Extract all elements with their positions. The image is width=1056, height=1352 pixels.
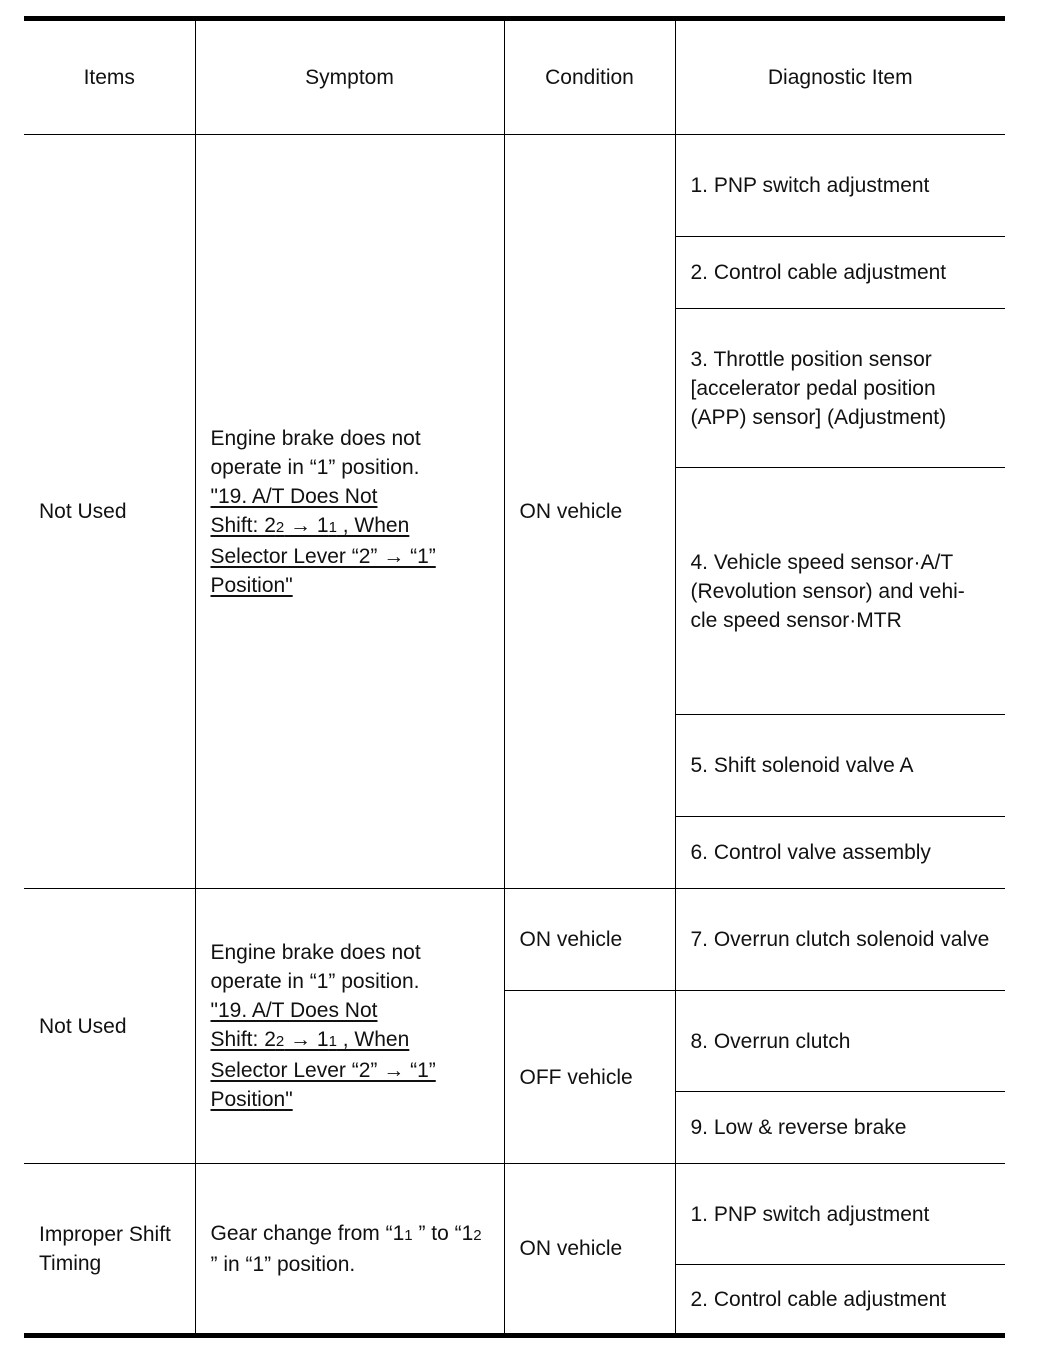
symptom-text: ” in “1” position. xyxy=(210,1252,356,1276)
symptom-sub: 1 xyxy=(404,1226,413,1244)
reference-link[interactable] xyxy=(211,996,490,1114)
ref-line: Selector Lever “2” → “1” xyxy=(210,544,436,568)
ref-line: → 1 xyxy=(284,1028,329,1051)
ref-line: → 1 xyxy=(284,513,329,537)
diagnostic-table xyxy=(24,16,1005,1338)
diagnostic-cell: 4. Vehicle speed sensor·A/T (Revolution sensor) and vehi-cle speed sensor·MTR xyxy=(675,468,1005,715)
ref-sub: 2 xyxy=(275,1033,285,1050)
diagnostic-cell: 8. Overrun clutch xyxy=(675,991,1005,1092)
symptom-text: Engine brake does not operate in “1” position. xyxy=(210,426,421,479)
ref-line: Position" xyxy=(210,1088,293,1111)
symptom-text: Engine brake does not operate in “1” position. xyxy=(210,941,421,993)
symptom-text: ” to “1 xyxy=(412,1221,474,1245)
diagnostic-cell: 5. Shift solenoid valve A xyxy=(675,715,1005,817)
symptom-cell xyxy=(195,1164,504,1336)
diagnostic-cell: 2. Control cable adjustment xyxy=(675,1265,1005,1336)
ref-sub: 2 xyxy=(275,518,285,536)
header-diagnostic-item: Diagnostic Item xyxy=(675,19,1005,135)
condition-cell: ON vehicle xyxy=(504,1164,675,1336)
item-cell: Not Used xyxy=(24,135,195,889)
symptom-cell xyxy=(195,889,504,1164)
item-cell: Not Used xyxy=(24,889,195,1164)
diagnostic-cell: 6. Control valve assembly xyxy=(675,817,1005,889)
diagnostic-cell: 2. Control cable adjustment xyxy=(675,237,1005,309)
reference-link[interactable] xyxy=(211,482,490,600)
diagnostic-cell: 1. PNP switch adjustment xyxy=(675,1164,1005,1265)
header-symptom: Symptom xyxy=(195,19,504,135)
ref-line: "19. A/T Does Not xyxy=(210,999,378,1022)
symptom-text: Gear change from “1 xyxy=(210,1221,405,1245)
symptom-cell xyxy=(195,135,504,889)
table-row xyxy=(24,1164,1005,1265)
ref-sub: 1 xyxy=(328,1033,337,1050)
ref-line: , When xyxy=(336,513,410,537)
table-row xyxy=(24,135,1005,237)
item-cell: Improper Shift Timing xyxy=(24,1164,195,1336)
condition-cell: ON vehicle xyxy=(504,135,675,889)
header-row xyxy=(24,19,1005,135)
ref-line: "19. A/T Does Not xyxy=(210,484,378,508)
symptom-sub: 2 xyxy=(473,1226,482,1244)
ref-line: Shift: 2 xyxy=(210,1028,276,1051)
condition-cell: OFF vehicle xyxy=(504,991,675,1164)
ref-sub: 1 xyxy=(328,518,337,536)
ref-line: Position" xyxy=(210,573,293,597)
header-items: Items xyxy=(24,19,195,135)
diagnostic-cell: 3. Throttle position sensor [accelerator pedal position (APP) sensor] (Adjustment) xyxy=(675,309,1005,468)
diagnostic-cell: 7. Overrun clutch solenoid valve xyxy=(675,889,1005,991)
diagnostic-cell: 1. PNP switch adjustment xyxy=(675,135,1005,237)
ref-line: Selector Lever “2” → “1” xyxy=(210,1059,436,1082)
condition-cell: ON vehicle xyxy=(504,889,675,991)
header-condition: Condition xyxy=(504,19,675,135)
diagnostic-cell: 9. Low & reverse brake xyxy=(675,1092,1005,1164)
ref-line: , When xyxy=(336,1028,410,1051)
table-row xyxy=(24,889,1005,991)
ref-line: Shift: 2 xyxy=(210,513,276,537)
